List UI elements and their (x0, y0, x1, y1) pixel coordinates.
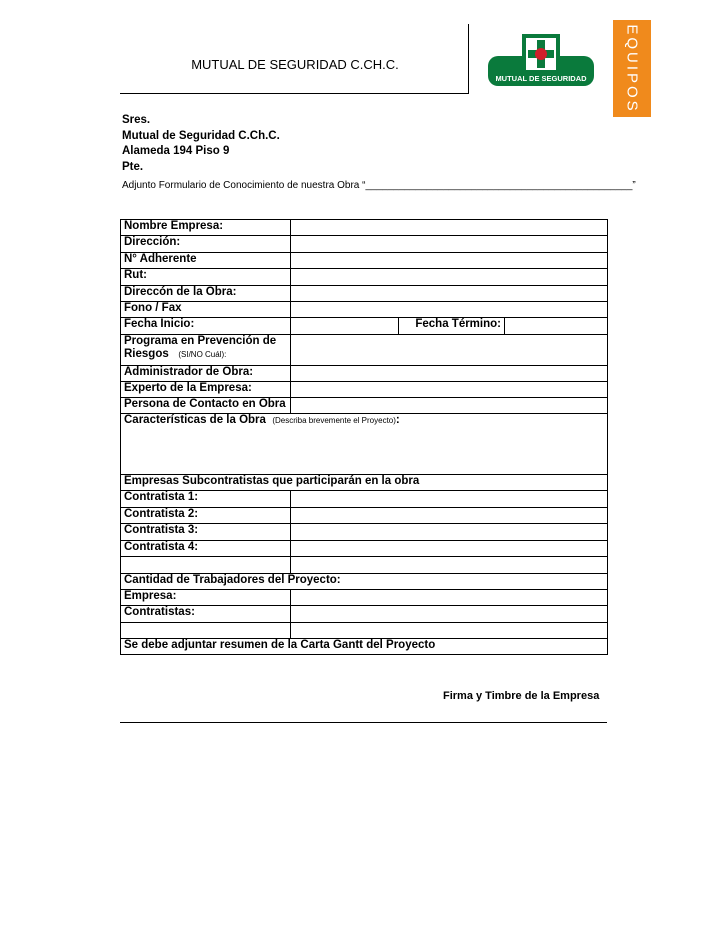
equipos-tab-label: EQUIPOS (623, 23, 641, 114)
input-empresa[interactable] (291, 590, 608, 606)
label-empresa: Empresa: (121, 590, 291, 606)
label-programa-line2: Riesgos (124, 348, 169, 360)
input-programa-prevencion[interactable] (291, 335, 608, 366)
label-caracteristicas: Características de la Obra (124, 414, 266, 426)
input-contratista-4[interactable] (291, 541, 608, 557)
input-experto[interactable] (291, 382, 608, 398)
input-rut[interactable] (291, 269, 608, 286)
input-contratista-2[interactable] (291, 508, 608, 524)
label-contratista-1: Contratista 1: (121, 491, 291, 508)
label-rut: Rut: (121, 269, 291, 286)
header-divider (120, 93, 468, 94)
caracteristicas-field[interactable] (121, 414, 608, 475)
obra-form-table (120, 219, 608, 655)
logo-text: MUTUAL DE SEGURIDAD (495, 74, 587, 83)
label-experto: Experto de la Empresa: (121, 382, 291, 398)
label-persona-contacto: Persona de Contacto en Obra (121, 398, 291, 414)
address-block (122, 113, 280, 175)
input-contratista-3[interactable] (291, 524, 608, 541)
label-direccion-obra: Direccón de la Obra: (121, 286, 291, 302)
signature-label: Firma y Timbre de la Empresa (443, 690, 600, 702)
address-line: Alameda 194 Piso 9 (122, 145, 230, 157)
label-programa-prevencion (121, 335, 291, 366)
input-fecha-termino[interactable] (505, 318, 608, 335)
blank-cell[interactable] (291, 557, 608, 574)
input-administrador[interactable] (291, 366, 608, 382)
input-contratista-1[interactable] (291, 491, 608, 508)
label-direccion: Dirección: (121, 236, 291, 253)
logo-seal-icon (535, 48, 547, 60)
label-fecha-inicio: Fecha Inicio: (121, 318, 291, 335)
programa-note: (SI/NO Cuál): (178, 350, 227, 359)
equipos-tab (613, 20, 651, 117)
label-contratista-4: Contratista 4: (121, 541, 291, 557)
label-nombre-empresa: Nombre Empresa: (121, 220, 291, 236)
label-fono-fax: Fono / Fax (121, 302, 291, 318)
input-n-adherente[interactable] (291, 253, 608, 269)
input-persona-contacto[interactable] (291, 398, 608, 414)
input-fono-fax[interactable] (291, 302, 608, 318)
blank-cell[interactable] (121, 557, 291, 574)
header-divider-vertical (468, 24, 469, 94)
label-cantidad-trabajadores: Cantidad de Trabajadores del Proyecto: (121, 574, 608, 590)
label-administrador: Administrador de Obra: (121, 366, 291, 382)
input-contratistas[interactable] (291, 606, 608, 623)
label-subcontratistas: Empresas Subcontratistas que participarán en la obra (121, 475, 608, 491)
input-fecha-inicio[interactable] (291, 318, 399, 335)
label-contratista-3: Contratista 3: (121, 524, 291, 541)
blank-cell[interactable] (291, 623, 608, 639)
input-direccion-obra[interactable] (291, 286, 608, 302)
label-fecha-termino: Fecha Término: (399, 318, 505, 335)
label-gantt: Se debe adjuntar resumen de la Carta Gantt del Proyecto (121, 639, 608, 655)
address-line: Mutual de Seguridad C.Ch.C. (122, 129, 280, 142)
caracteristicas-colon: : (395, 414, 400, 426)
label-n-adherente: N° Adherente (121, 253, 291, 269)
signature-line (120, 722, 607, 723)
label-programa-line1: Programa en Prevención de (124, 335, 277, 347)
input-nombre-empresa[interactable] (291, 220, 608, 236)
caracteristicas-note: (Describa brevemente el Proyecto) (272, 416, 396, 425)
address-line: Pte. (122, 160, 144, 173)
input-direccion[interactable] (291, 236, 608, 253)
attach-text: Adjunto Formulario de Conocimiento de nuestra Obra “________________________________________________” (122, 180, 636, 191)
blank-cell[interactable] (121, 623, 291, 639)
mutual-logo (488, 34, 594, 94)
label-contratista-2: Contratista 2: (121, 508, 291, 524)
address-line: Sres. (122, 114, 151, 126)
label-contratistas: Contratistas: (121, 606, 291, 623)
document-title: MUTUAL DE SEGURIDAD C.CH.C. (191, 57, 399, 72)
